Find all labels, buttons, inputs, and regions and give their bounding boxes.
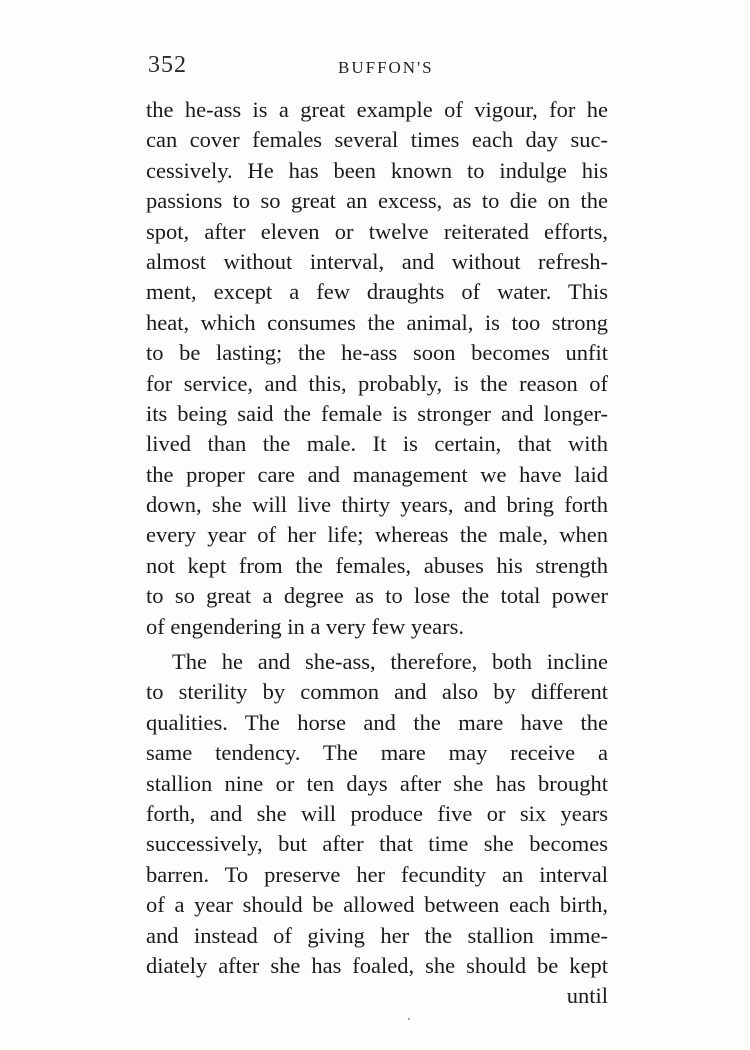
text-line: cessively. He has been known to indulge his bbox=[146, 157, 608, 183]
text-line: not kept from the females, abuses his strength bbox=[146, 552, 608, 578]
text-line: down, she will live thirty years, and bring forth bbox=[146, 492, 608, 518]
text-line: barren. To preserve her fecundity an interval bbox=[146, 861, 608, 887]
text-line: forth, and she will produce five or six years bbox=[146, 800, 608, 826]
running-head bbox=[148, 52, 608, 82]
text-line: passions to so great an excess, as to die on the bbox=[146, 188, 608, 214]
text-line: The he and she-ass, therefore, both incline bbox=[172, 649, 608, 675]
text-line: qualities. The horse and the mare have the bbox=[146, 709, 608, 735]
paragraph-1 bbox=[146, 95, 608, 642]
text-line: almost without interval, and without refresh- bbox=[146, 248, 608, 274]
text-line: the proper care and management we have laid bbox=[146, 461, 608, 487]
text-line: spot, after eleven or twelve reiterated efforts, bbox=[146, 218, 608, 244]
text-line: to be lasting; the he-ass soon becomes unfit bbox=[146, 340, 608, 366]
text-line: the he-ass is a great example of vigour, for he bbox=[146, 97, 608, 122]
text-line: and instead of giving her the stallion imme- bbox=[146, 922, 608, 948]
text-line: of engendering in a very few years. bbox=[146, 613, 464, 639]
paper-speck bbox=[408, 1018, 410, 1020]
body-text bbox=[146, 95, 608, 1012]
text-line: can cover females several times each day suc- bbox=[146, 127, 608, 153]
text-line: ment, except a few draughts of water. This bbox=[146, 279, 608, 305]
catchword: until bbox=[566, 983, 608, 1009]
text-line: heat, which consumes the animal, is too strong bbox=[146, 309, 608, 335]
text-line: to so great a degree as to lose the total power bbox=[146, 583, 608, 609]
text-line: lived than the male. It is certain, that with bbox=[146, 431, 608, 457]
text-line: diately after she has foaled, she should be kept bbox=[146, 952, 608, 978]
paragraph-2 bbox=[146, 647, 608, 1012]
text-line: same tendency. The mare may receive a bbox=[146, 740, 608, 766]
page-number: 352 bbox=[148, 52, 187, 78]
text-line: of a year should be allowed between each birth, bbox=[146, 892, 608, 918]
text-line: its being said the female is stronger and longer- bbox=[146, 400, 608, 426]
text-line: every year of her life; whereas the male, when bbox=[146, 522, 608, 548]
text-line: for service, and this, probably, is the reason of bbox=[146, 370, 608, 396]
text-line: stallion nine or ten days after she has brought bbox=[146, 770, 608, 796]
running-title: BUFFON'S bbox=[338, 58, 434, 77]
text-line: to sterility by common and also by different bbox=[146, 679, 608, 705]
text-line: successively, but after that time she becomes bbox=[146, 831, 608, 857]
